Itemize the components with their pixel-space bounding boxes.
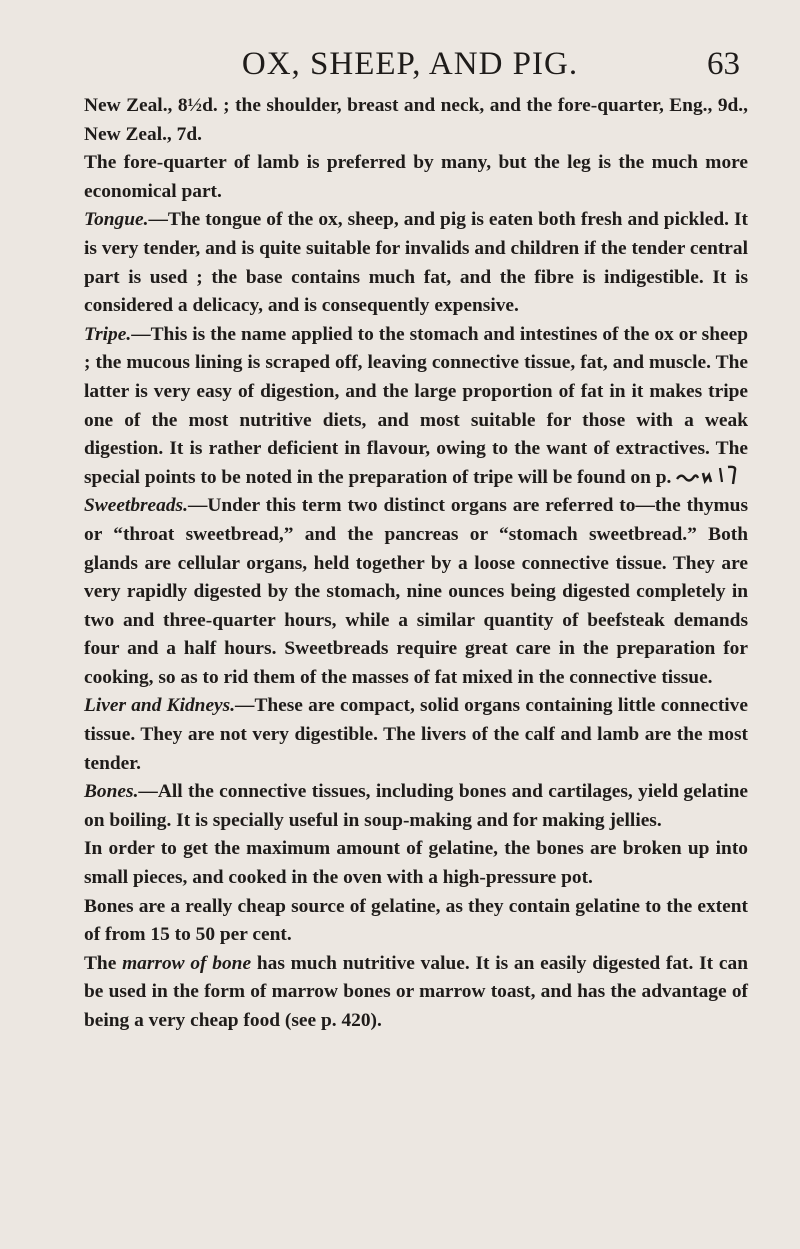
paragraph-continuation [84,92,748,149]
paragraph-text: —Under this term two distinct organs are referred to—the thymus or “throat sweetbread,” and the pancreas or “stomach sweetbread.” Both glands are cellular organs, held together by a loose connective tissue. They are very rapidly digested by the stomach, nine ounces being digested completely in two and three-quarter hours, while a similar quantity of beefsteak demands four and a half hours. Sweetbreads require great care in the preparation for cooking, so as to rid them of the masses of fat mixed in the connective tissue. [84,495,748,688]
paragraph-tripe [84,321,748,493]
paragraph-sweetbreads [84,492,748,692]
section-term: Sweetbreads. [84,495,188,517]
running-head: OX, SHEEP, AND PIG. [241,46,579,82]
section-term: Tripe. [84,323,132,345]
paragraph-text: Bones are a really cheap source of gelatine, as they contain gelatine to the extent of from 15 to 50 per cent. [84,895,748,946]
section-term: marrow of bone [122,952,252,974]
paragraph-lamb [84,149,748,206]
paragraph-tongue [84,206,748,320]
section-term: Tongue. [84,209,149,231]
paragraph-text: —The tongue of the ox, sheep, and pig is eaten both fresh and pickled. It is very tender, and is quite suitable for invalids and children if the tender central part is used ; the base contains much fat, and the fibre is indigestible. It is considered a delicacy, and is consequently expensive. [84,209,748,317]
paragraph-bones [84,778,748,835]
paragraph-gelatine-method [84,835,748,892]
paragraph-text: —These are compact, solid organs containing little connective tissue. They are not very digestible. The livers of the calf and lamb are the most tender. [84,695,748,774]
paragraph-text: —This is the name applied to the stomach and intestines of the ox or sheep ; the mucous lining is scraped off, leaving connective tissue, fat, and muscle. The latter is very easy of digestion, and the large proportion of fat in it makes tripe one of the most nutritive diets, and most suitable for those with a weak digestion. It is rather deficient in flavour, owing to the want of extractives. The special points to be noted in the preparation of tripe will be found on p. [84,323,748,488]
body-text [84,92,748,1036]
paragraph-marrow [84,950,748,1036]
handwritten-page-reference-scribble-icon [676,465,740,485]
section-term: Liver and Kidneys. [84,695,236,717]
section-term: Bones. [84,781,139,803]
paragraph-lead: The [84,952,123,974]
paragraph-text: —All the connective tissues, including bones and cartilages, yield gelatine on boiling. It is specially useful in soup-making and for making jellies. [84,781,748,831]
paragraph-text: has much nutritive value. It is an easily digested fat. It can be used in the form of marrow bones or marrow toast, and has the advantage of being a very cheap food (see p. 420). [84,952,748,1031]
paragraph-text: New Zeal., 8½d. ; the shoulder, breast and neck, and the fore-quarter, Eng., 9d., New Zeal., 7d. [84,95,748,145]
page-number: 63 [707,46,740,82]
paragraph-gelatine-source [84,893,748,950]
paragraph-text: The fore-quarter of lamb is preferred by many, but the leg is the much more economical part. [84,152,748,202]
paragraph-liver-kidneys [84,692,748,778]
paragraph-text: In order to get the maximum amount of gelatine, the bones are broken up into small pieces, and cooked in the oven with a high-pressure pot. [84,838,748,889]
page-header [80,36,740,92]
